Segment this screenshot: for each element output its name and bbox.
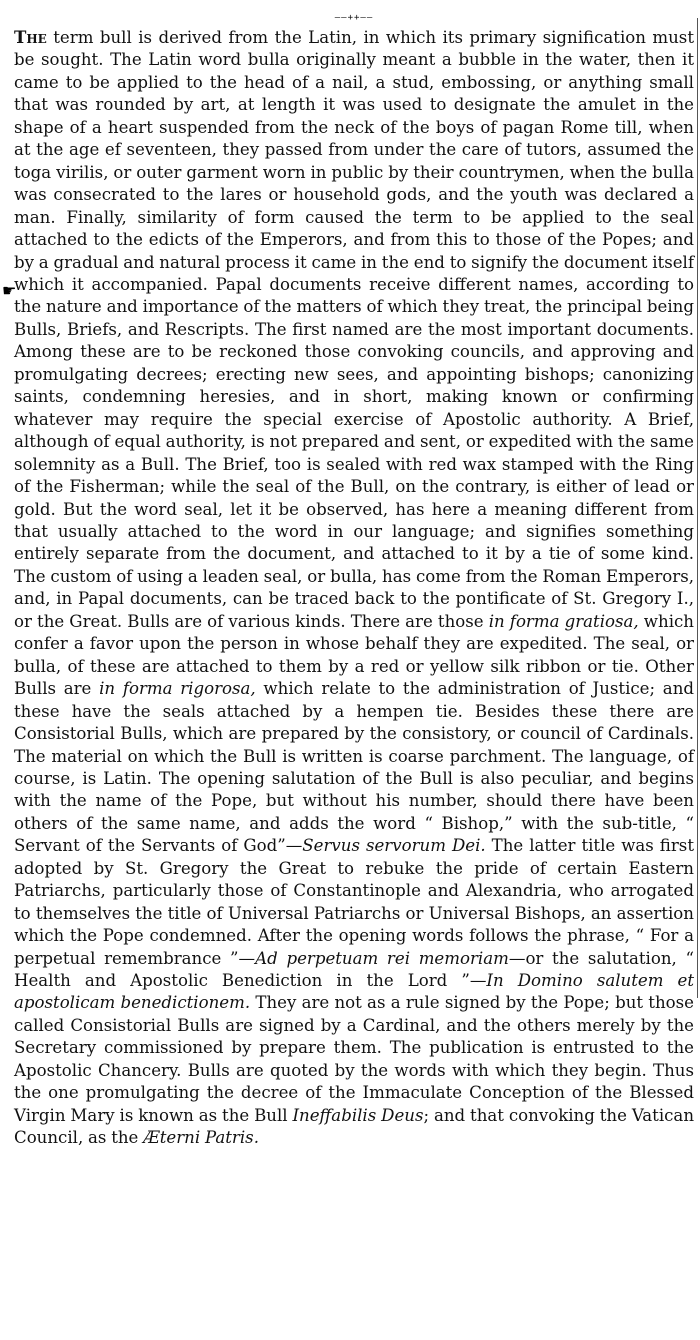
article-text-4: The latter title was first adopted by St. Gregory the Great to rebuke the pride of certain Eastern Patriarchs, particularly those of Constantinople and Alexandria, who arrogated to themselves the title of Universal Patriarchs or Universal Bishops, an assertion which the Pope condemned. After the opening words follows the phrase, “ For a perpetual remembrance ”—	[14, 836, 694, 968]
article-text-1: term bull is derived from the Latin, in which its primary signification must be sought. The Latin word bulla originally meant a bubble in the water, then it came to be applied to the head of a nail, a stud, embossing, or anything small that was rounded by art, at length it was used to designate the amulet in the shape of a heart suspended from the neck of the boys of pagan Rome till, when at the age ef seventeen, they passed from under the care of tutors, assumed the toga virilis, or outer garment worn in public by their countrymen, when the bulla was consecrated to the lares or household gods, and the youth was declared a man. Finally, similarity of form caused the term to be applied to the seal attached to the edicts of the Emperors, and from this to those of the Popes; and by a gradual and natural process it came in the end to signify the document itself which it accompanied. Papal documents receive different names, according to the nature and importance of the matters of which they treat, the principal being Bulls, Briefs, and Rescripts. The first named are the most important documents. Among these are to be reckoned those convoking councils, and approving and promulgating decrees; erecting new sees, and appointing bishops; canonizing saints, condemning heresies, and in short, making known or confirming whatever may require the special exercise of Apostolic authority. A Brief, although of equal authority, is not prepared and sent, or expedited with the same solemnity as a Bull. The Brief, too is sealed with red wax stamped with the Ring of the Fisherman; while the seal of the Bull, on the contrary, is either of lead or gold. But the word seal, let it be observed, has here a meaning different from that usually attached to the word in our language; and signifies something entirely separate from the document, and attached to it by a tie of some kind. The custom of using a leaden seal, or bulla, has come from the Roman Emperors, and, in Papal documents, can be traced back to the pontificate of St. Gregory I., or the Great. Bulls are of various kinds. There are those	[14, 28, 694, 631]
opening-word: The	[14, 27, 47, 47]
article-text-6: They are not as a rule signed by the Pope; but those called Consistorial Bulls are signed by a Cardinal, and the others merely by the Secretary commissioned by prepare them. The publication is entrusted to the Apostolic Chancery. Bulls are quoted by the words with which they begin. Thus the one promulgating the decree of the Immaculate Conception of the Blessed Virgin Mary is known as the Bull	[14, 993, 694, 1125]
article-text-3: which relate to the administration of Justice; and these have the seals attached by a hempen tie. Besides these there are Consistorial Bulls, which are prepared by the consistory, or council of Cardinals. The material on which the Bull is written is coarse parchment. The language, of course, is Latin. The opening salutation of the Bull is also peculiar, and begins with the name of the Pope, but without his number, should there have been others of the same name, and adds the word “ Bishop,” with the sub-title, “ Servant of the Servants of God”—	[14, 679, 694, 856]
article-body	[14, 26, 694, 1150]
article-text-7: ; and that convoking the Vatican Council, as the	[14, 1105, 695, 1148]
article-text-2: which confer a favor upon the person in whose behalf they are expedited. The seal, or bulla, of these are attached to them by a red or yellow silk ribbon or tie. Other Bulls are	[14, 611, 694, 699]
latin-phrase-servus: Servus servorum Dei.	[302, 836, 486, 856]
column-rule	[697, 18, 698, 998]
pointing-hand-icon: ☛	[2, 283, 17, 300]
latin-phrase-gratiosa: in forma gratiosa,	[488, 611, 639, 631]
latin-phrase-rigorosa: in forma rigorosa,	[99, 679, 256, 699]
latin-phrase-aeterni: Æterni Patris.	[143, 1128, 259, 1148]
latin-phrase-ineffabilis: Ineffabilis Deus	[292, 1105, 424, 1125]
latin-phrase-domino: In Domino salutem et apostolicam benedictionem.	[14, 971, 694, 1013]
article-text-5: —or the salutation, “ Health and Apostolic Benediction in the Lord ”—	[14, 948, 694, 991]
section-ornament: ——++——	[334, 13, 374, 23]
latin-phrase-perpetuam: Ad perpetuam rei memoriam	[255, 948, 509, 968]
